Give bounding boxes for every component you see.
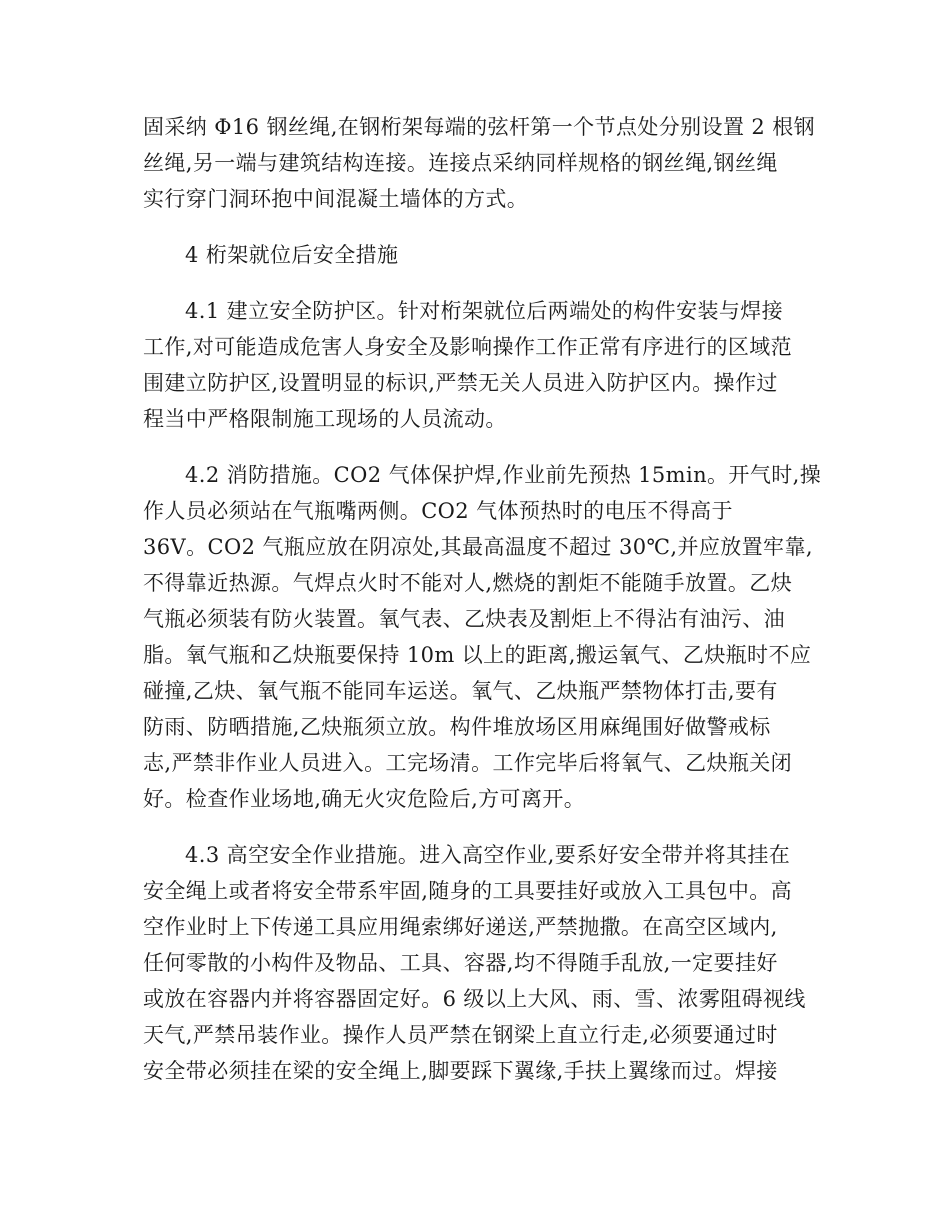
- paragraph-1-line-2: 丝绳,另一端与建筑结构连接。连接点采纳同样规格的钢丝绳,钢丝绳: [143, 151, 778, 175]
- paragraph-1-line-1: 固采纳 Φ16 钢丝绳,在钢桁架每端的弦杆第一个节点处分别设置 2 根钢: [143, 115, 816, 139]
- section-heading: 4 桁架就位后安全措施: [185, 243, 399, 267]
- paragraph-4-2-line-3: 36V。CO2 气瓶应放在阴凉处,其最高温度不超过 30℃,并应放置牢靠,: [143, 535, 813, 559]
- paragraph-4-2-line-9: 志,严禁非作业人员进入。工完场清。工作完毕后将氧气、乙炔瓶关闭: [143, 751, 793, 775]
- paragraph-4-3-line-5: 或放在容器内并将容器固定好。6 级以上大风、雨、雪、浓雾阻碍视线: [143, 987, 806, 1011]
- paragraph-4-1-line-2: 工作,对可能造成危害人身安全及影响操作工作正常有序进行的区域范: [143, 335, 793, 359]
- paragraph-4-2-line-10: 好。检查作业场地,确无火灾危险后,方可离开。: [143, 787, 586, 811]
- paragraph-4-2-line-7: 碰撞,乙炔、氧气瓶不能同车运送。氧气、乙炔瓶严禁物体打击,要有: [143, 679, 778, 703]
- paragraph-4-3-line-6: 天气,严禁吊装作业。操作人员严禁在钢梁上直立行走,必须要通过时: [143, 1023, 778, 1047]
- paragraph-4-3-line-2: 安全绳上或者将安全带系牢固,随身的工具要挂好或放入工具包中。高: [143, 879, 793, 903]
- paragraph-4-2-line-6: 脂。氧气瓶和乙炔瓶要保持 10m 以上的距离,搬运氧气、乙炔瓶时不应: [143, 643, 812, 667]
- paragraph-4-3-line-3: 空作业时上下传递工具应用绳索绑好递送,严禁抛撒。在高空区域内,: [143, 915, 778, 939]
- paragraph-4-2-line-4: 不得靠近热源。气焊点火时不能对人,燃烧的割炬不能随手放置。乙炔: [143, 571, 793, 595]
- paragraph-4-2-line-2: 作人员必须站在气瓶嘴两侧。CO2 气体预热时的电压不得高于: [143, 499, 733, 523]
- paragraph-1-line-3: 实行穿门洞环抱中间混凝土墙体的方式。: [143, 187, 529, 211]
- paragraph-4-2-line-8: 防雨、防晒措施,乙炔瓶须立放。构件堆放场区用麻绳围好做警戒标: [143, 715, 771, 739]
- paragraph-4-3-line-7: 安全带必须挂在梁的安全绳上,脚要踩下翼缘,手扶上翼缘而过。焊接: [143, 1059, 778, 1083]
- paragraph-4-1-line-4: 程当中严格限制施工现场的人员流动。: [143, 407, 507, 431]
- paragraph-4-1-line-1: 4.1 建立安全防护区。针对桁架就位后两端处的构件安装与焊接: [185, 299, 784, 323]
- paragraph-4-3-line-4: 任何零散的小构件及物品、工具、容器,均不得随手乱放,一定要挂好: [143, 951, 778, 975]
- paragraph-4-2-line-5: 气瓶必须装有防火装置。氧气表、乙炔表及割炬上不得沾有油污、油: [143, 607, 785, 631]
- paragraph-4-2-line-1: 4.2 消防措施。CO2 气体保护焊,作业前先预热 15min。开气时,操: [185, 463, 822, 487]
- paragraph-4-3-line-1: 4.3 高空安全作业措施。进入高空作业,要系好安全带并将其挂在: [185, 843, 791, 867]
- paragraph-4-1-line-3: 围建立防护区,设置明显的标识,严禁无关人员进入防护区内。操作过: [143, 371, 778, 395]
